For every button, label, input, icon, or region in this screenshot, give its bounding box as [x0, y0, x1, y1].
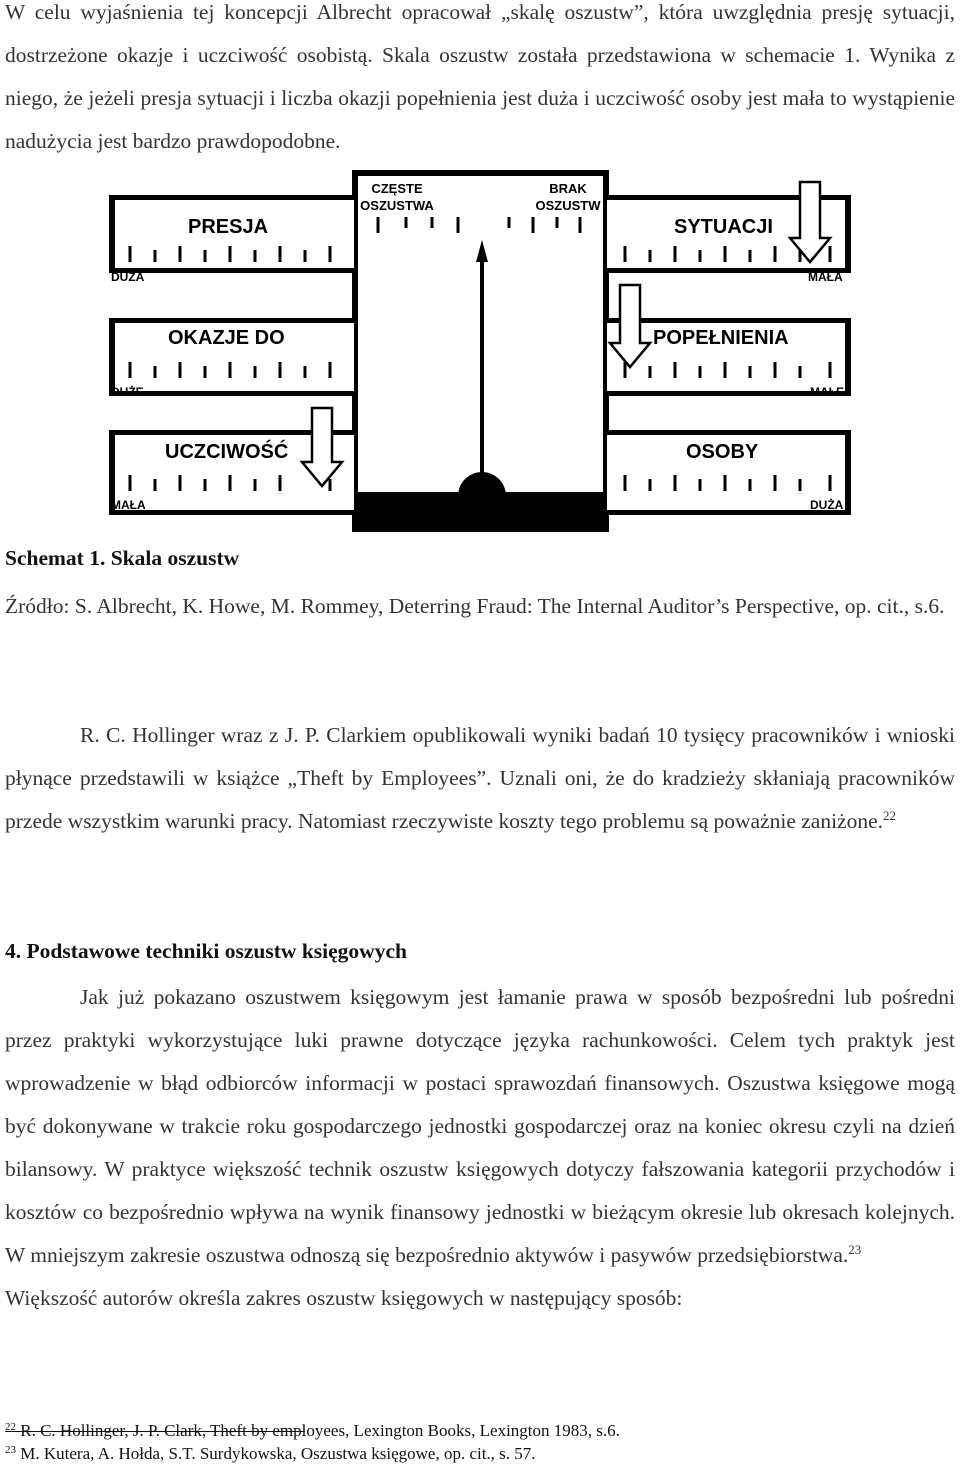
footnote-number-22: 22	[5, 1421, 16, 1433]
top-right-label-2: OSZUSTW	[535, 198, 601, 213]
paragraph-techniques-text-a: Jak już pokazano oszustwem księgowym jest łamanie prawa w sposób bezpośredni lub pośredni przez praktyki wykorzystujące luki prawne dotyczące języka rachunkowości. Celem tych praktyk jest wprowadzenie w błąd odbiorców informacji w postaci sprawozdań finansowych. Oszustwa księgowe mogą być dokonywane w trakcie roku gospodarczego jednostki gospodarczej oraz na koniec okresu czyli na dzień bilansowy. W praktyce większość technik oszustw księgowych dotyczy fałszowania kategorii przychodów i kosztów co bezpośrednio wpływa na wynik finansowy jednostki w bieżącym okresie lub okresach kolejnych. W mniejszym zakresie oszustwa odnoszą się bezpośrednio aktywów i pasywów przedsiębiorstwa.	[5, 985, 955, 1267]
intro-paragraph: W celu wyjaśnienia tej koncepcji Albrecht opracował „skalę oszustw”, która uwzględnia presję sytuacji, dostrzeżone okazje i uczciwość osobistą. Skala oszustw została przedstawiona w schemacie 1. Wynika z niego, że jeżeli presja sytuacji i liczba okazji popełnienia jest duża i uczciwość osoby jest mała to wystąpienie nadużycia jest bardzo prawdopodobne.	[5, 0, 955, 153]
footnote-number-23: 23	[5, 1444, 16, 1456]
presja-left-end: DUŻA	[111, 270, 145, 284]
popelnienia-label: POPEŁNIENIA	[653, 327, 789, 349]
okazje-label: OKAZJE DO	[168, 327, 285, 349]
paragraph-hollinger	[5, 714, 955, 843]
top-left-label-2: OSZUSTWA	[360, 198, 434, 213]
fraud-scale-diagram	[0, 0, 960, 545]
okazje-left-end: DUŻE	[111, 385, 144, 399]
uczciwosc-left-end: MAŁA	[111, 498, 146, 512]
paragraph-techniques-text-b: Większość autorów określa zakres oszustw księgowych w następujący sposób:	[5, 1286, 683, 1310]
top-left-label-1: CZĘSTE	[371, 181, 423, 196]
top-right-label-1: BRAK	[549, 181, 587, 196]
scale-title: SKALA OSZUSTW	[399, 503, 565, 524]
uczciwosc-right-end: DUŻA	[810, 498, 844, 512]
footnote-ref-22[interactable]: 22	[883, 807, 897, 823]
footnote-text-22: R. C. Hollinger, J. P. Clark, Theft by employees, Lexington Books, Lexington 1983, s.6.	[20, 1421, 620, 1440]
footnote-text-23: M. Kutera, A. Hołda, S.T. Surdykowska, Oszustwa księgowe, op. cit., s. 57.	[20, 1444, 536, 1463]
presja-label: PRESJA	[188, 216, 269, 238]
uczciwosc-label: UCZCIWOŚĆ	[165, 441, 289, 463]
okazje-right-end: MAŁE	[810, 385, 844, 399]
section-heading: 4. Podstawowe techniki oszustw księgowych	[5, 939, 407, 963]
osoby-label: OSOBY	[686, 441, 759, 463]
presja-right-end: MAŁA	[808, 270, 843, 284]
footnote-23	[5, 1444, 536, 1464]
figure-caption-source: Źródło: S. Albrecht, K. Howe, M. Rommey, Deterring Fraud: The Internal Auditor’s Perspective, op. cit., s.6.	[5, 594, 945, 618]
footnote-ref-23[interactable]: 23	[848, 1241, 862, 1257]
figure-caption-title: Schemat 1. Skala oszustw	[5, 546, 240, 570]
footnote-22	[5, 1421, 620, 1441]
sytuacji-label: SYTUACJI	[674, 216, 773, 238]
paragraph-hollinger-text: R. C. Hollinger wraz z J. P. Clarkiem opublikowali wyniki badań 10 tysięcy pracowników i wnioski płynące przedstawili w książce „Theft by Employees”. Uznali oni, że do kradzieży skłaniają pracowników przede wszystkim warunki pracy. Natomiast rzeczywiste koszty tego problemu są poważnie zaniżone.	[5, 723, 955, 833]
paragraph-techniques	[5, 976, 955, 1320]
